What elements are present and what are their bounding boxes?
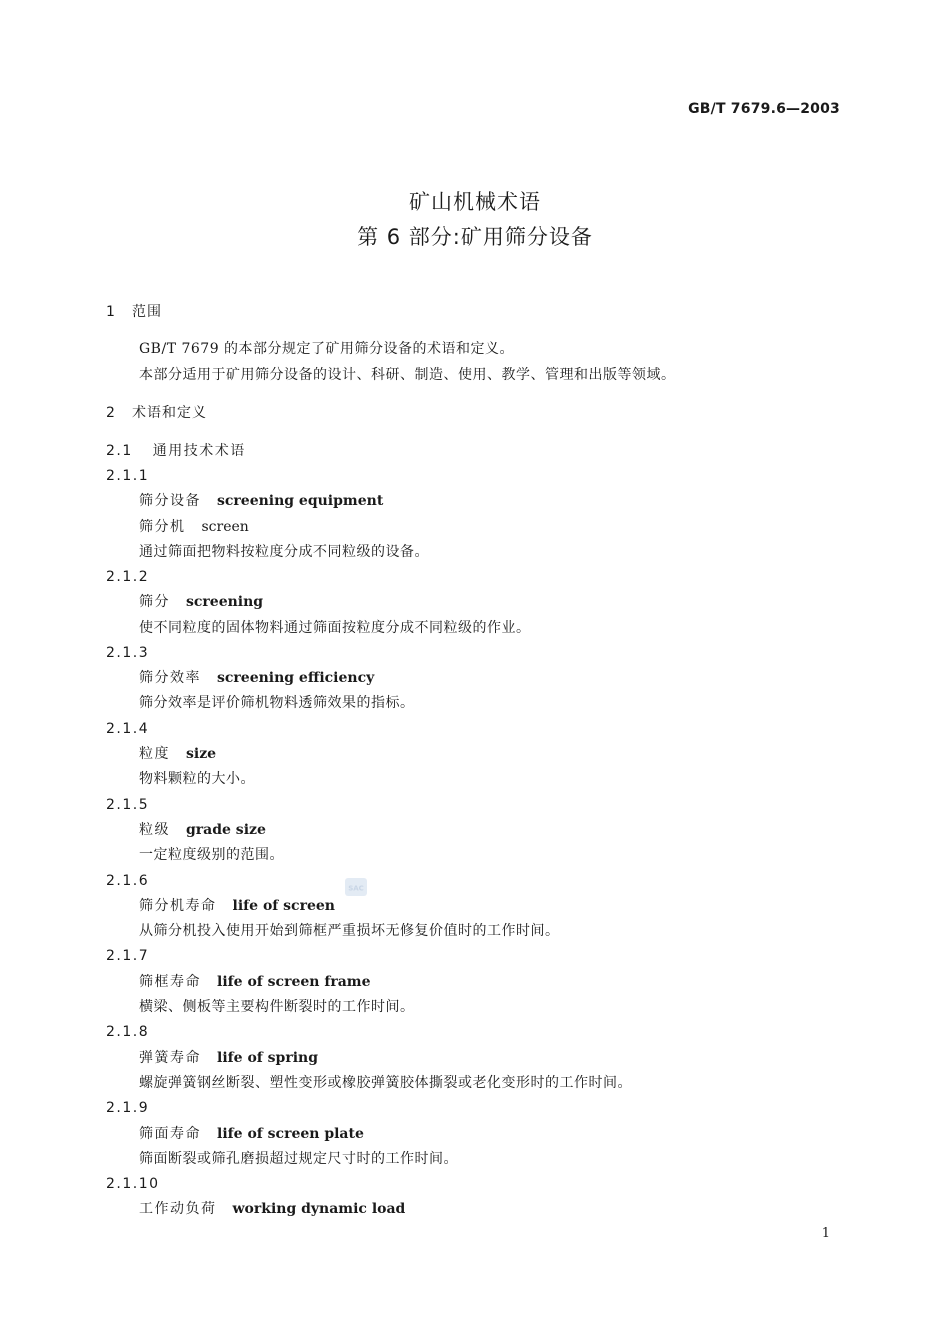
section-number: 1: [106, 304, 116, 320]
section-1-paragraph-1: GB/T 7679 的本部分规定了矿用筛分设备的术语和定义。: [139, 341, 515, 357]
section-2-heading: [106, 404, 207, 422]
entry-definition: 通过筛面把物料按粒度分成不同粒级的设备。: [139, 544, 429, 560]
entry-number: 2.1.1: [106, 468, 150, 484]
entry-term: [139, 492, 383, 510]
entry-definition: 筛分效率是评价筛机物料透筛效果的指标。: [139, 695, 415, 711]
term-en: life of spring: [217, 1050, 319, 1066]
entry-synonym: [139, 518, 249, 536]
page-number: 1: [821, 1226, 830, 1241]
section-number: 2: [106, 405, 116, 421]
standard-number: GB/T 7679.6—2003: [688, 101, 840, 117]
subsection-title: 通用技术术语: [152, 443, 246, 459]
term-en: size: [186, 746, 217, 762]
entry-definition: 从筛分机投入使用开始到筛框严重损坏无修复价值时的工作时间。: [139, 923, 560, 939]
term-en: working dynamic load: [232, 1201, 406, 1217]
term-en: screening equipment: [217, 493, 384, 509]
term-zh: 工作动负荷: [139, 1201, 217, 1217]
synonym-en: screen: [201, 519, 249, 535]
section-1-paragraph-2: 本部分适用于矿用筛分设备的设计、科研、制造、使用、教学、管理和出版等领域。: [139, 367, 676, 383]
term-en: life of screen: [232, 898, 335, 914]
section-1-heading: [106, 303, 162, 321]
entry-number: 2.1.8: [106, 1024, 150, 1040]
term-zh: 筛分: [139, 594, 170, 610]
entry-definition: 一定粒度级别的范围。: [139, 847, 284, 863]
entry-number: 2.1.6: [106, 873, 150, 889]
entry-term: [139, 1125, 364, 1143]
synonym-zh: 筛分机: [139, 519, 186, 535]
term-zh: 筛分效率: [139, 670, 201, 686]
entry-number: 2.1.7: [106, 948, 150, 964]
entry-definition: 使不同粒度的固体物料通过筛面按粒度分成不同粒级的作业。: [139, 620, 531, 636]
entry-number: 2.1.10: [106, 1176, 160, 1192]
entry-term: [139, 745, 216, 763]
term-zh: 筛面寿命: [139, 1126, 201, 1142]
term-en: life of screen frame: [217, 974, 371, 990]
subsection-number: 2.1: [106, 443, 133, 459]
entry-definition: 物料颗粒的大小。: [139, 771, 255, 787]
entry-term: [139, 821, 266, 839]
entry-term: [139, 593, 263, 611]
entry-definition: 横梁、侧板等主要构件断裂时的工作时间。: [139, 999, 415, 1015]
term-en: screening efficiency: [217, 670, 375, 686]
term-zh: 筛分设备: [139, 493, 201, 509]
entry-number: 2.1.9: [106, 1100, 150, 1116]
entry-definition: 螺旋弹簧钢丝断裂、塑性变形或橡胶弹簧胶体撕裂或老化变形时的工作时间。: [139, 1075, 632, 1091]
entry-term: [139, 897, 335, 915]
sac-watermark-logo: [344, 876, 368, 898]
term-en: screening: [186, 594, 264, 610]
term-en: grade size: [186, 822, 266, 838]
section-title: 范围: [132, 304, 162, 320]
svg-text:SAC: SAC: [348, 884, 364, 893]
document-title-line2: 第 6 部分:矿用筛分设备: [357, 225, 593, 249]
entry-term: [139, 1049, 318, 1067]
term-zh: 粒级: [139, 822, 170, 838]
document-title-line1: 矿山机械术语: [409, 190, 541, 214]
section-title: 术语和定义: [132, 405, 207, 421]
entry-number: 2.1.3: [106, 645, 150, 661]
entry-definition: 筛面断裂或筛孔磨损超过规定尺寸时的工作时间。: [139, 1151, 458, 1167]
entry-number: 2.1.5: [106, 797, 150, 813]
entry-number: 2.1.2: [106, 569, 150, 585]
term-zh: 粒度: [139, 746, 170, 762]
entry-term: [139, 1200, 405, 1218]
subsection-2-1-heading: [106, 442, 246, 460]
term-zh: 弹簧寿命: [139, 1050, 201, 1066]
term-zh: 筛框寿命: [139, 974, 201, 990]
entry-term: [139, 669, 374, 687]
entry-number: 2.1.4: [106, 721, 150, 737]
term-en: life of screen plate: [217, 1126, 364, 1142]
entry-term: [139, 973, 371, 991]
term-zh: 筛分机寿命: [139, 898, 217, 914]
